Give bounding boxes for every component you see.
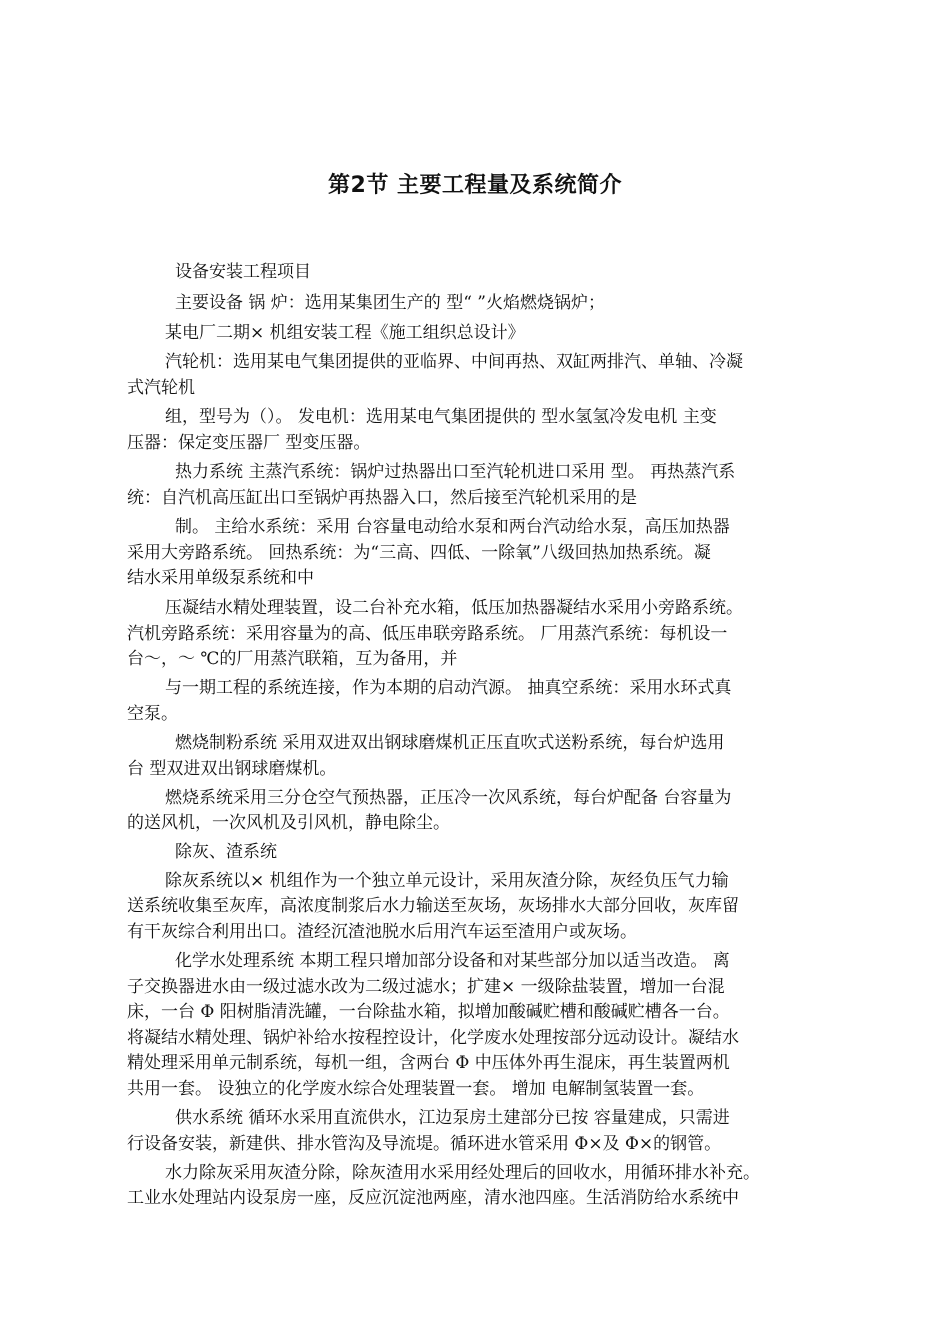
text-line: 工业水处理站内设泵房一座，反应沉淀池两座，清水池四座。生活消防给水系统中 [127, 1188, 739, 1208]
text-line: 与一期工程的系统连接，作为本期的启动汽源。 抽真空系统：采用水环式真 [165, 678, 732, 698]
text-line: 压凝结水精处理装置，设二台补充水箱，低压加热器凝结水采用小旁路系统。 [165, 598, 743, 618]
page-title: 第2节 主要工程量及系统简介 [328, 173, 622, 198]
text-line: 设备安装工程项目 [175, 262, 311, 282]
text-line: 空泵。 [127, 704, 178, 724]
text-line: 化学水处理系统 本期工程只增加部分设备和对某些部分加以适当改造。 离 [175, 951, 730, 971]
text-line: 燃烧制粉系统 采用双进双出钢球磨煤机正压直吹式送粉系统，每台炉选用 [175, 733, 725, 753]
text-line: 将凝结水精处理、锅炉补给水按程控设计，化学废水处理按部分远动设计。凝结水 [127, 1028, 739, 1048]
text-line: 压器：保定变压器厂 型变压器。 [127, 433, 371, 453]
text-line: 行设备安装，新建供、排水管沟及导流堤。循环进水管采用 Φ×及 Φ×的钢管。 [127, 1134, 722, 1154]
text-line: 精处理采用单元制系统，每机一组，含两台 Φ 中压体外再生混床，再生装置两机 [127, 1053, 730, 1073]
text-line: 子交换器进水由一级过滤水改为二级过滤水；扩建× 一级除盐装置，增加一台混 [127, 977, 725, 997]
text-line: 台～，～ ℃的厂用蒸汽联箱，互为备用，并 [127, 649, 458, 669]
text-line: 送系统收集至灰库，高浓度制浆后水力输送至灰场，灰场排水大部分回收，灰库留 [127, 896, 739, 916]
text-line: 台 型双进双出钢球磨煤机。 [127, 759, 337, 779]
text-line: 汽机旁路系统：采用容量为的高、低压串联旁路系统。 厂用蒸汽系统：每机设一 [127, 624, 728, 644]
text-line: 共用一套。 设独立的化学废水综合处理装置一套。 增加 电解制氢装置一套。 [127, 1079, 705, 1099]
text-line: 热力系统 主蒸汽系统：锅炉过热器出口至汽轮机进口采用 型。 再热蒸汽系 [175, 462, 736, 482]
text-line: 汽轮机：选用某电气集团提供的亚临界、中间再热、双缸两排汽、单轴、冷凝 [165, 352, 743, 372]
text-line: 采用大旁路系统。 回热系统：为“三高、四低、一除氧”八级回热加热系统。凝 [127, 543, 711, 563]
text-line: 组，型号为（）。 发电机：选用某电气集团提供的 型水氢氢冷发电机 主变 [165, 407, 717, 427]
text-line: 有干灰综合利用出口。渣经沉渣池脱水后用汽车运至渣用户或灰场。 [127, 922, 637, 942]
text-line: 供水系统 循环水采用直流供水，江边泵房土建部分已按 容量建成，只需进 [175, 1108, 730, 1128]
text-line: 式汽轮机 [127, 378, 195, 398]
text-line: 燃烧系统采用三分仓空气预热器，正压冷一次风系统，每台炉配备 台容量为 [165, 788, 732, 808]
text-line: 的送风机，一次风机及引风机，静电除尘。 [127, 813, 450, 833]
text-line: 某电厂二期× 机组安装工程《施工组织总设计》 [165, 323, 525, 343]
text-line: 床，一台 Φ 阳树脂清洗罐，一台除盐水箱，拟增加酸碱贮槽和酸碱贮槽各一台。 [127, 1002, 730, 1022]
text-line: 主要设备 锅 炉：选用某集团生产的 型“ ”火焰燃烧锅炉； [175, 293, 605, 313]
text-line: 除灰、渣系统 [175, 842, 277, 862]
text-line: 制。 主给水系统：采用 台容量电动给水泵和两台汽动给水泵，高压加热器 [175, 517, 730, 537]
text-line: 水力除灰采用灰渣分除，除灰渣用水采用经处理后的回收水，用循环排水补充。 [165, 1163, 760, 1183]
text-line: 结水采用单级泵系统和中 [127, 568, 314, 588]
text-line: 统：自汽机高压缸出口至锅炉再热器入口，然后接至汽轮机采用的是 [127, 488, 637, 508]
text-line: 除灰系统以× 机组作为一个独立单元设计，采用灰渣分除，灰经负压气力输 [165, 871, 729, 891]
